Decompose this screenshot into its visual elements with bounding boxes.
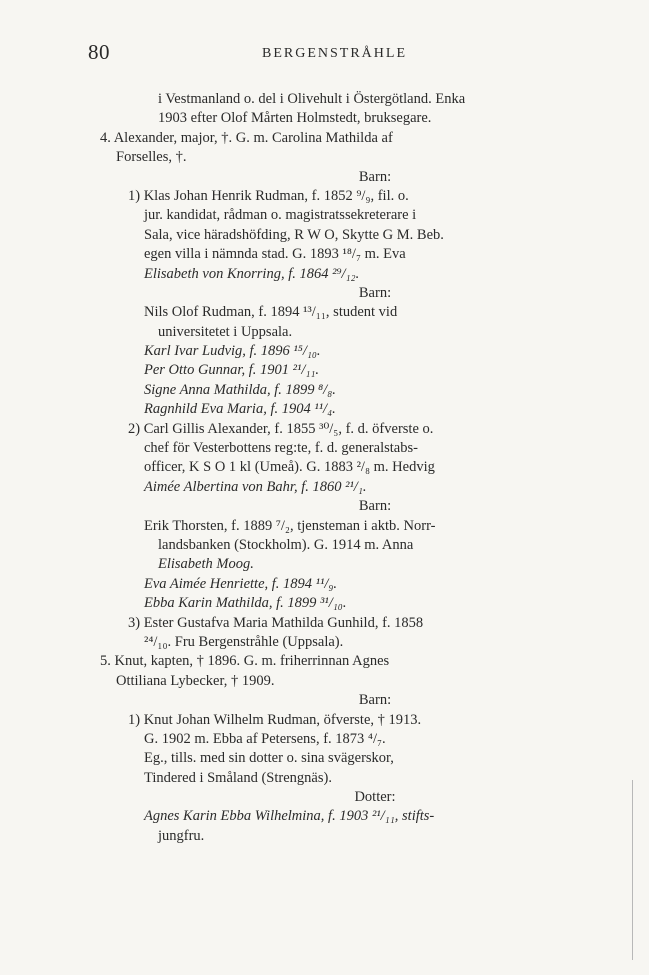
child-line: Agnes Karin Ebba Wilhelmina, f. 1903 ²¹/₁₁, stifts- (144, 808, 435, 825)
text-line: G. 1902 m. Ebba af Petersens, f. 1873 ⁴/₇. (144, 730, 386, 747)
text-line: Sala, vice häradshöfding, R W O, Skytte G M. Beb. (144, 226, 444, 243)
entry-line: 2) Carl Gillis Alexander, f. 1855 ³⁰/₅, f. d. öfverste o. (128, 420, 434, 437)
child-line: Erik Thorsten, f. 1889 ⁷/₂, tjensteman i aktb. Norr- (144, 517, 436, 534)
page-header (0, 40, 649, 70)
text-line: chef för Vesterbottens reg:te, f. d. generalstabs- (144, 440, 418, 457)
entry-line: 3) Ester Gustafva Maria Mathilda Gunhild, f. 1858 (128, 614, 424, 631)
text-line: Forselles, †. (116, 149, 187, 166)
entry-line: 1) Knut Johan Wilhelm Rudman, öfverste, † 1913. (128, 711, 422, 728)
section-heading: Barn: (358, 498, 392, 515)
text-line: Tindered i Småland (Strengnäs). (144, 769, 332, 786)
entry-line: 5. Knut, kapten, † 1896. G. m. friherrinnan Agnes (100, 653, 390, 670)
running-head: BERGENSTRÅHLE (262, 46, 407, 61)
child-line: Per Otto Gunnar, f. 1901 ²¹/₁₁. (144, 362, 320, 379)
text-line: jungfru. (158, 827, 205, 844)
section-heading: Barn: (358, 692, 392, 709)
text-line: universitetet i Uppsala. (158, 323, 293, 340)
text-line: Ottiliana Lybecker, † 1909. (116, 672, 275, 689)
child-line: Nils Olof Rudman, f. 1894 ¹³/₁₁, student vid (144, 304, 398, 321)
text-line: landsbanken (Stockholm). G. 1914 m. Anna (158, 536, 414, 553)
text-line: Aimée Albertina von Bahr, f. 1860 ²¹/₁. (144, 478, 367, 495)
child-line: Eva Aimée Henriette, f. 1894 ¹¹/₉. (144, 575, 338, 592)
text-line: Eg., tills. med sin dotter o. sina svägerskor, (144, 750, 394, 767)
section-heading: Barn: (358, 284, 392, 301)
page-edge-shadow (632, 780, 633, 960)
text-line: ²⁴/₁₀. Fru Bergenstråhle (Uppsala). (144, 633, 344, 650)
section-heading: Dotter: (354, 789, 396, 806)
genealogy-text (100, 90, 610, 846)
text-line: i Vestmanland o. del i Olivehult i Östergötland. Enka (158, 91, 466, 107)
child-line: Ebba Karin Mathilda, f. 1899 ³¹/₁₀. (144, 595, 347, 612)
text-line: officer, K S O 1 kl (Umeå). G. 1883 ²/₈ m. Hedvig (144, 459, 435, 476)
entry-line: 1) Klas Johan Henrik Rudman, f. 1852 ⁹/₉, fil. o. (128, 187, 409, 204)
text-line: jur. kandidat, rådman o. magistratssekreterare i (144, 207, 417, 224)
text-line: Elisabeth von Knorring, f. 1864 ²⁹/₁₂. (144, 265, 360, 282)
child-line: Ragnhild Eva Maria, f. 1904 ¹¹/₄. (144, 401, 336, 418)
child-line: Karl Ivar Ludvig, f. 1896 ¹⁵/₁₀. (144, 343, 321, 360)
entry-line: 4. Alexander, major, †. G. m. Carolina Mathilda af (100, 129, 393, 146)
child-line: Signe Anna Mathilda, f. 1899 ⁸/₈. (144, 381, 336, 398)
text-line: Elisabeth Moog. (158, 556, 254, 573)
text-line: egen villa i nämnda stad. G. 1893 ¹⁸/₇ m. Eva (144, 246, 406, 263)
section-heading: Barn: (358, 168, 392, 185)
text-line: 1903 efter Olof Mårten Holmstedt, bruksegare. (158, 110, 432, 127)
page-number: 80 (88, 40, 110, 64)
